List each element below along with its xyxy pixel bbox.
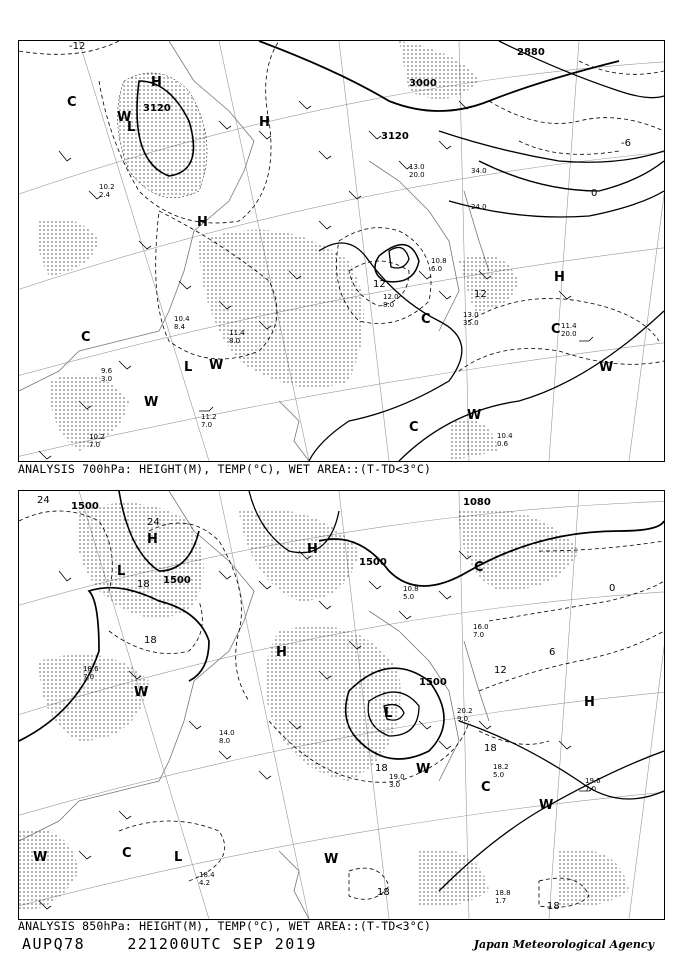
station-dewpoint: 20.0 bbox=[409, 171, 425, 179]
station-dewpoint: 8.0 bbox=[219, 737, 231, 745]
height-label: 2880 bbox=[517, 47, 545, 58]
station-temp: 19.0 bbox=[389, 773, 405, 781]
station-temp: 19.6 bbox=[585, 777, 601, 785]
high-center: H bbox=[197, 215, 208, 230]
warm-center: W bbox=[539, 798, 554, 813]
temperature-label: -6 bbox=[621, 138, 631, 149]
warm-center: W bbox=[599, 360, 614, 375]
chart-datetime: 221200UTC SEP 2019 bbox=[127, 935, 317, 953]
temperature-label: 12 bbox=[373, 279, 386, 290]
station-dewpoint: 0.6 bbox=[497, 440, 509, 448]
low-center: L bbox=[127, 120, 136, 135]
wet-areas bbox=[19, 503, 629, 911]
warm-center: W bbox=[209, 358, 224, 373]
station-temp: 18.6 bbox=[83, 665, 99, 673]
station-dewpoint: 7.0 bbox=[473, 631, 485, 639]
warm-center: W bbox=[324, 852, 339, 867]
low-center: L bbox=[384, 706, 393, 721]
station-temp: 10.2 bbox=[89, 433, 105, 441]
temperature-label: 6 bbox=[549, 647, 556, 658]
station-dewpoint: 4.2 bbox=[199, 879, 211, 887]
station-temp: 11.4 bbox=[229, 329, 245, 337]
station-temp: 13.0 bbox=[463, 311, 479, 319]
station-temp: 10.4 bbox=[174, 315, 190, 323]
station-dewpoint: 7.0 bbox=[585, 785, 597, 793]
cold-center: C bbox=[122, 846, 132, 861]
temperature-label: 18 bbox=[547, 901, 560, 912]
cold-center: C bbox=[421, 312, 431, 327]
temperature-label: 18 bbox=[484, 743, 497, 754]
station-temp: 18.8 bbox=[495, 889, 511, 897]
station-dewpoint: 7.0 bbox=[83, 673, 95, 681]
wet-areas bbox=[38, 41, 519, 461]
warm-center: W bbox=[117, 110, 132, 125]
station-dewpoint: 6.0 bbox=[431, 265, 443, 273]
temperature-label: 0 bbox=[609, 583, 616, 594]
map-850hpa bbox=[18, 490, 665, 920]
station-temp: 16.0 bbox=[473, 623, 489, 631]
station-temp: 20.2 bbox=[457, 707, 473, 715]
station-temp: 13.0 bbox=[409, 163, 425, 171]
map-850hpa-caption: ANALYSIS 850hPa: HEIGHT(M), TEMP(°C), WET AREA::(T-TD<3°C) bbox=[18, 919, 432, 933]
station-dewpoint: 8.0 bbox=[383, 301, 395, 309]
station-temp: 10.4 bbox=[497, 432, 513, 440]
cold-center: C bbox=[409, 420, 419, 435]
warm-center: W bbox=[144, 395, 159, 410]
station-temp: 11.2 bbox=[201, 413, 217, 421]
map-700hpa bbox=[18, 40, 665, 462]
station-dewpoint: 8.0 bbox=[229, 337, 241, 345]
station-temp: 18.2 bbox=[493, 763, 509, 771]
temperature-label: 0 bbox=[591, 188, 598, 199]
station-dewpoint: 3.0 bbox=[101, 375, 113, 383]
warm-center: W bbox=[416, 762, 431, 777]
station-temp: 18.4 bbox=[199, 871, 215, 879]
height-label: 1500 bbox=[163, 575, 191, 586]
temperature-label: 18 bbox=[137, 579, 150, 590]
map-700hpa-caption: ANALYSIS 700hPa: HEIGHT(M), TEMP(°C), WET AREA::(T-TD<3°C) bbox=[18, 462, 432, 476]
station-dewpoint: 5.0 bbox=[403, 593, 415, 601]
station-dewpoint: 20.0 bbox=[561, 330, 577, 338]
station-dewpoint: 9.0 bbox=[457, 715, 469, 723]
station-temp: 10.2 bbox=[99, 183, 115, 191]
cold-center: C bbox=[551, 322, 561, 337]
station-temp: 12.0 bbox=[383, 293, 399, 301]
warm-center: W bbox=[33, 850, 48, 865]
temperature-label: -12 bbox=[69, 41, 86, 52]
station-temp: 11.4 bbox=[561, 322, 577, 330]
station-dewpoint: 7.0 bbox=[201, 421, 213, 429]
high-center: H bbox=[259, 115, 270, 130]
temperature-label: 24 bbox=[147, 517, 160, 528]
high-center: H bbox=[151, 75, 162, 90]
station-dewpoint: 2.4 bbox=[99, 191, 111, 199]
high-center: H bbox=[554, 270, 565, 285]
temperature-label: 12 bbox=[474, 289, 487, 300]
low-center: L bbox=[174, 850, 183, 865]
chart-id-line bbox=[22, 935, 317, 953]
height-label: 3000 bbox=[409, 78, 437, 89]
station-dewpoint: 24.0 bbox=[471, 203, 487, 211]
height-label: 1500 bbox=[419, 677, 447, 688]
station-temp: 14.0 bbox=[219, 729, 235, 737]
low-center: L bbox=[117, 564, 126, 579]
temperature-label: 24 bbox=[37, 495, 50, 506]
station-temp: 10.8 bbox=[431, 257, 447, 265]
cold-center: C bbox=[474, 560, 484, 575]
temperature-label: 18 bbox=[375, 763, 388, 774]
height-label: 1500 bbox=[71, 501, 99, 512]
warm-center: W bbox=[134, 685, 149, 700]
high-center: H bbox=[276, 645, 287, 660]
station-temp: 10.8 bbox=[403, 585, 419, 593]
cold-center: C bbox=[481, 780, 491, 795]
height-label: 3120 bbox=[381, 131, 409, 142]
map-700hpa-canvas bbox=[19, 41, 664, 461]
station-dewpoint: 5.0 bbox=[493, 771, 505, 779]
station-dewpoint: 1.7 bbox=[495, 897, 507, 905]
temperature-label: 18 bbox=[144, 635, 157, 646]
station-temp: 9.6 bbox=[101, 367, 113, 375]
cold-center: C bbox=[67, 95, 77, 110]
station-dewpoint: 3.0 bbox=[389, 781, 401, 789]
chart-code: AUPQ78 bbox=[22, 935, 86, 953]
map-850hpa-canvas bbox=[19, 491, 664, 919]
warm-center: W bbox=[467, 408, 482, 423]
height-label: 3120 bbox=[143, 103, 171, 114]
height-label: 1080 bbox=[463, 497, 491, 508]
station-dewpoint: 7.0 bbox=[89, 441, 101, 449]
temperature-label: 12 bbox=[494, 665, 507, 676]
low-center: L bbox=[184, 360, 193, 375]
high-center: H bbox=[307, 542, 318, 557]
temperature-label: 18 bbox=[377, 887, 390, 898]
station-temp: 34.0 bbox=[471, 167, 487, 175]
high-center: H bbox=[584, 695, 595, 710]
station-dewpoint: 35.0 bbox=[463, 319, 479, 327]
agency-name: Japan Meteorological Agency bbox=[473, 938, 654, 951]
station-dewpoint: 8.4 bbox=[174, 323, 186, 331]
high-center: H bbox=[147, 532, 158, 547]
height-label: 1500 bbox=[359, 557, 387, 568]
cold-center: C bbox=[81, 330, 91, 345]
